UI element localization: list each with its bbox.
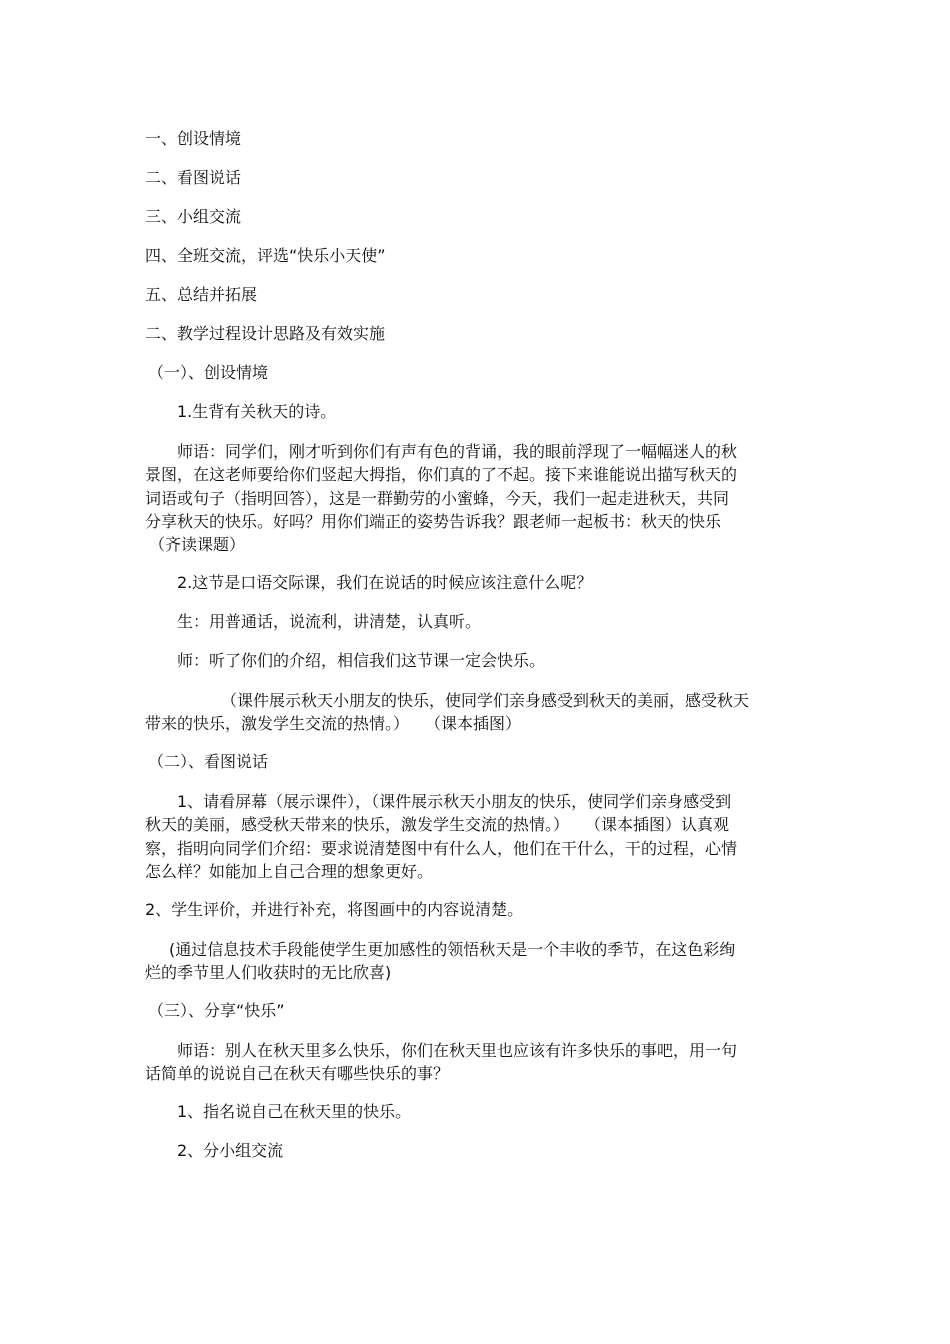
section2-item1-paragraph bbox=[145, 790, 810, 883]
section1-teacher-paragraph bbox=[145, 440, 810, 556]
outline-item: 四、全班交流，评选“快乐小天使” bbox=[145, 246, 386, 265]
process-heading: 二、教学过程设计思路及有效实施 bbox=[145, 324, 386, 343]
section3-teacher-paragraph bbox=[145, 1039, 810, 1086]
outline-item: 五、总结并拓展 bbox=[145, 285, 258, 304]
section3-item2: 2、分小组交流 bbox=[177, 1141, 284, 1160]
paragraph-line: 带来的快乐，激发学生交流的热情。） （课本插图） bbox=[145, 714, 522, 734]
student-answer: 生：用普通话，说流利，讲清楚，认真听。 bbox=[177, 612, 482, 631]
paragraph-line: 话简单的说说自己在秋天有哪些快乐的事？ bbox=[145, 1064, 450, 1084]
paragraph-line: 师语：同学们，刚才听到你们有声有色的背诵，我的眼前浮现了一幅幅迷人的秋 bbox=[177, 442, 738, 461]
section1-step2: 2.这节是口语交际课，我们在说话的时候应该注意什么呢？ bbox=[177, 573, 593, 592]
paragraph-line: (通过信息技术手段能使学生更加感性的领悟秋天是一个丰收的季节，在这色彩绚 bbox=[169, 940, 736, 959]
section3-item1: 1、指名说自己在秋天里的快乐。 bbox=[177, 1102, 412, 1121]
paragraph-line: 词语或句子（指明回答），这是一群勤劳的小蜜蜂，今天，我们一起走进秋天，共同 bbox=[145, 488, 730, 508]
section2-note bbox=[145, 938, 810, 985]
paragraph-line: 察，指明向同学们介绍：要求说清楚图中有什么人，他们在干什么，干的过程，心情 bbox=[145, 838, 738, 858]
courseware-note bbox=[145, 689, 810, 736]
paragraph-line: 秋天的美丽，感受秋天带来的快乐，激发学生交流的热情。） （课本插图）认真观 bbox=[145, 815, 730, 835]
outline-item: 三、小组交流 bbox=[145, 207, 242, 226]
paragraph-line: 烂的季节里人们收获时的无比欣喜) bbox=[145, 963, 392, 983]
paragraph-line: 1、请看屏幕（展示课件），（课件展示秋天小朋友的快乐，使同学们亲身感受到 bbox=[177, 792, 732, 811]
section3-title: （三）、分享“快乐” bbox=[148, 1001, 285, 1020]
section2-title: （二）、看图说话 bbox=[148, 752, 269, 771]
section1-title: （一）、创设情境 bbox=[148, 363, 269, 382]
paragraph-line: （课件展示秋天小朋友的快乐，使同学们亲身感受到秋天的美丽，感受秋天 bbox=[221, 691, 750, 710]
section2-item2: 2、学生评价，并进行补充，将图画中的内容说清楚。 bbox=[145, 900, 524, 919]
section1-step1: 1.生背有关秋天的诗。 bbox=[177, 402, 337, 421]
paragraph-line: 景图，在这老师要给你们竖起大拇指，你们真的了不起。接下来谁能说出描写秋天的 bbox=[145, 465, 738, 485]
outline-item: 二、看图说话 bbox=[145, 168, 242, 187]
teacher-response: 师：听了你们的介绍，相信我们这节课一定会快乐。 bbox=[177, 651, 546, 670]
outline-item: 一、创设情境 bbox=[145, 129, 242, 148]
paragraph-line: 师语：别人在秋天里多么快乐，你们在秋天里也应该有许多快乐的事吧，用一句 bbox=[177, 1041, 738, 1060]
paragraph-line: 怎么样？如能加上自己合理的想象更好。 bbox=[145, 861, 434, 881]
paragraph-line: 分享秋天的快乐。好吗？用你们端正的姿势告诉我？跟老师一起板书：秋天的快乐 bbox=[145, 511, 722, 531]
paragraph-line: （齐读课题） bbox=[149, 535, 246, 555]
